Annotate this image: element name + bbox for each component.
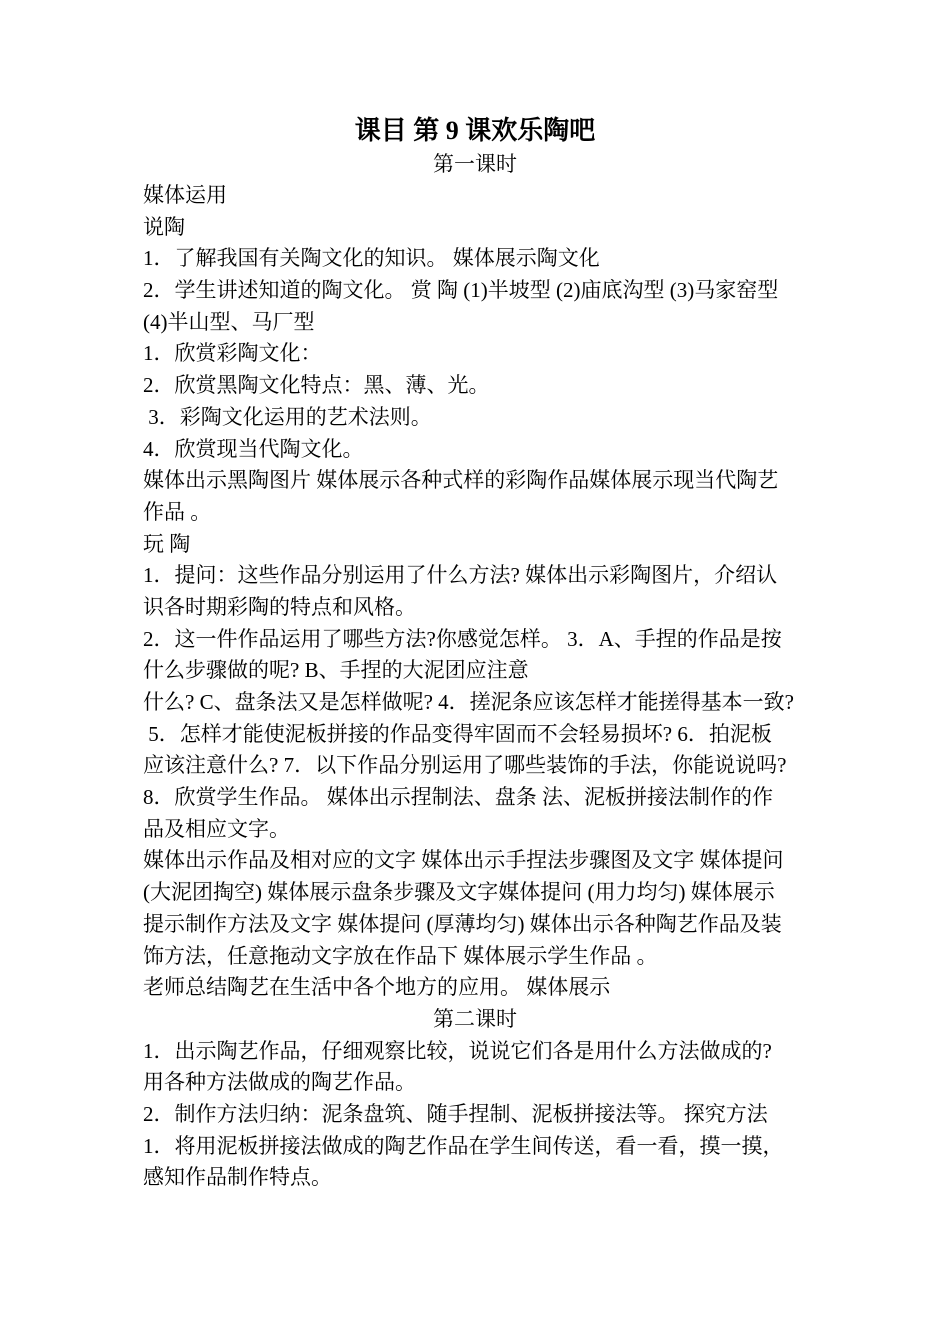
text-line: 媒体出示黑陶图片 媒体展示各种式样的彩陶作品媒体展示现当代陶艺: [143, 468, 779, 493]
text-line: 识各时期彩陶的特点和风格。: [143, 594, 416, 619]
text-line: 感知作品制作特点。: [143, 1165, 332, 1190]
text-line: 老师总结陶艺在生活中各个地方的应用。 媒体展示: [143, 975, 611, 1000]
text-line: 用各种方法做成的陶艺作品。: [143, 1070, 416, 1095]
text-line: (大泥团掏空) 媒体展示盘条步骤及文字媒体提问 (用力均匀) 媒体展示: [143, 880, 775, 905]
text-line: 饰方法，任意拖动文字放在作品下 媒体展示学生作品 。: [143, 943, 658, 968]
section-heading-second-lesson-row: [143, 1004, 813, 1036]
text-line: 说陶: [143, 214, 185, 239]
text-line: 1．提问：这些作品分别运用了什么方法? 媒体出示彩陶图片，介绍认: [143, 563, 778, 588]
text-line: 8．欣赏学生作品。 媒体出示捏制法、盘条 法、泥板拼接法制作的作: [143, 785, 773, 810]
text-line: 1．出示陶艺作品，仔细观察比较，说说它们各是用什么方法做成的?: [143, 1038, 772, 1063]
text-line: 1．欣赏彩陶文化：: [143, 341, 322, 366]
text-line: 提示制作方法及文字 媒体提问 (厚薄均匀) 媒体出示各种陶艺作品及装: [143, 911, 782, 936]
document-title: 课目 第 9 课欢乐陶吧: [354, 116, 596, 145]
text-line: 作品 。: [143, 499, 212, 524]
text-line: 3．彩陶文化运用的艺术法则。: [143, 404, 432, 429]
text-line: 2．这一件作品运用了哪些方法?你感觉怎样。 3．A、手捏的作品是按: [143, 626, 782, 651]
text-line: (4)半山型、马厂型: [143, 309, 315, 334]
text-line: 什么步骤做的呢? B、手捏的大泥团应注意: [143, 658, 529, 683]
text-line: 2．欣赏黑陶文化特点：黑、薄、光。: [143, 373, 490, 398]
text-line: 品及相应文字。: [143, 816, 290, 841]
text-line: 媒体运用: [143, 183, 227, 207]
section-heading-first-lesson: 第一课时: [433, 152, 517, 176]
section-heading-second-lesson: 第二课时: [433, 1006, 517, 1031]
text-line: 1．了解我国有关陶文化的知识。 媒体展示陶文化: [143, 246, 600, 271]
text-line: 媒体出示作品及相对应的文字 媒体出示手捏法步骤图及文字 媒体提问: [143, 848, 784, 873]
text-line: 1．将用泥板拼接法做成的陶艺作品在学生间传送，看一看，摸一摸，: [143, 1133, 784, 1158]
section-first-lesson: [143, 180, 813, 1004]
text-line: 2．制作方法归纳：泥条盘筑、随手捏制、泥板拼接法等。 探究方法: [143, 1101, 768, 1126]
section-second-lesson: [143, 1036, 813, 1194]
text-line: 4．欣赏现当代陶文化。: [143, 436, 364, 461]
text-line: 2．学生讲述知道的陶文化。 赏 陶 (1)半坡型 (2)庙底沟型 (3)马家窑型: [143, 278, 779, 303]
text-line: 玩 陶: [143, 531, 191, 556]
document-body: [143, 180, 813, 1194]
text-line: 应该注意什么? 7．以下作品分别运用了哪些装饰的手法，你能说说吗?: [143, 753, 787, 778]
text-line: 什么? C、盘条法又是怎样做呢? 4．搓泥条应该怎样才能搓得基本一致?: [143, 690, 794, 714]
text-line: 5．怎样才能使泥板拼接的作品变得牢固而不会轻易损坏? 6．拍泥板: [143, 721, 772, 746]
